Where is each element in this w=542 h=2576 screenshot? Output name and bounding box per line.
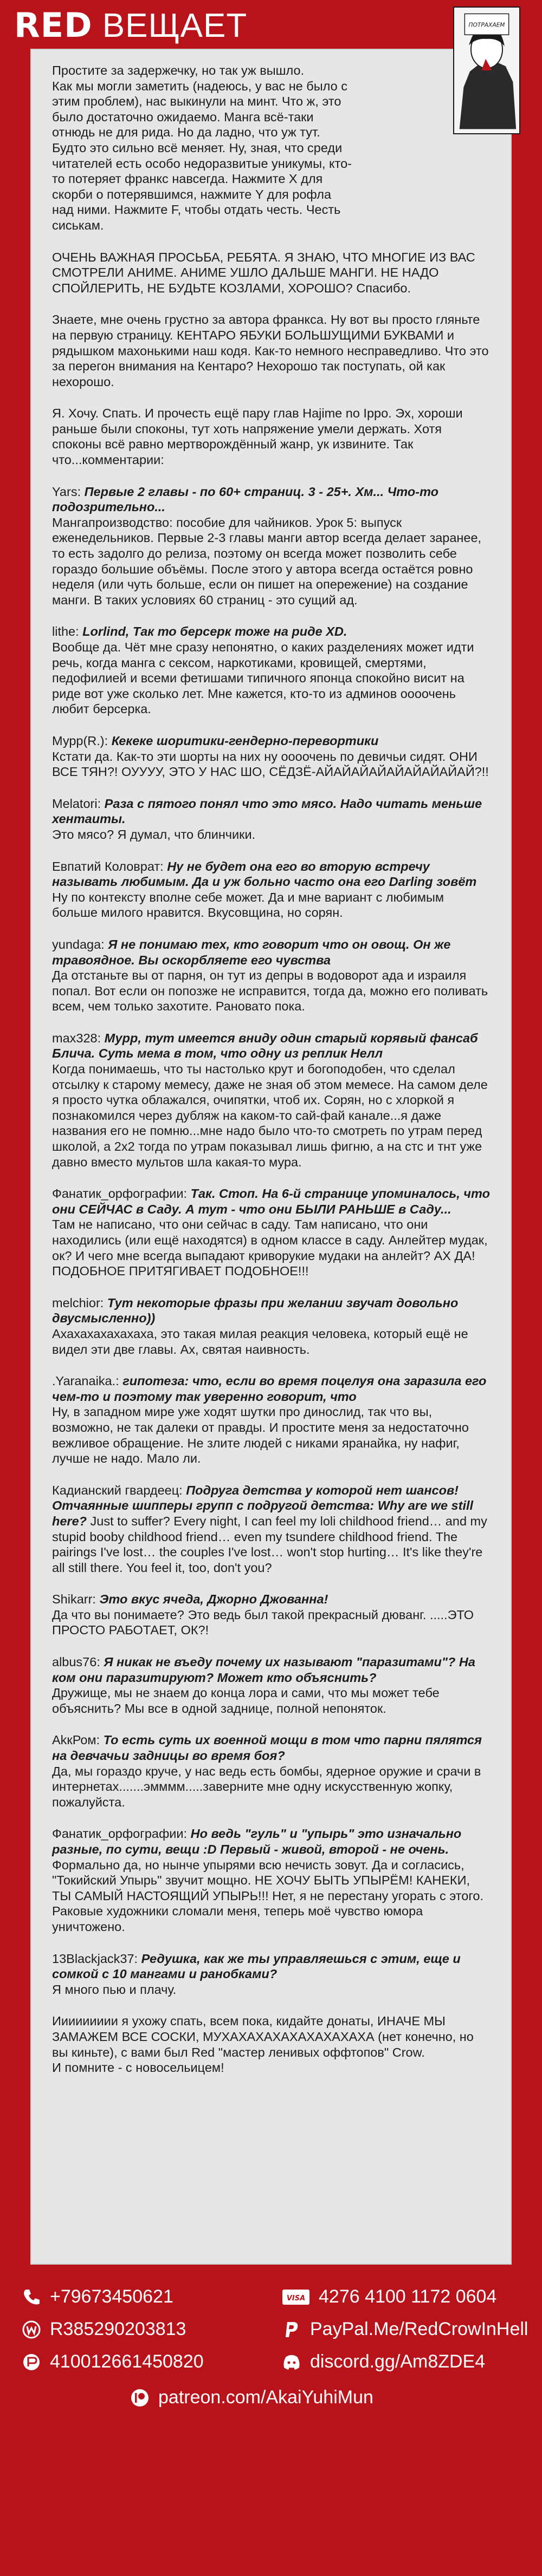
- comment-author: albus76:: [52, 1655, 104, 1669]
- comment-block: [52, 1373, 490, 1466]
- webmoney-icon: [22, 2320, 41, 2339]
- discord-contact[interactable]: [282, 2351, 485, 2372]
- comment-author: Yars:: [52, 484, 85, 499]
- comment-reply: Ахахахахахахаха, это такая милая реакция человека, который ещё не видел эти две главы. Ах, святая наивность.: [52, 1326, 468, 1357]
- comment-author: Shikarr:: [52, 1592, 100, 1607]
- comment-author: Мурр(R.):: [52, 733, 112, 748]
- comment-quote: То есть суть их военной мощи в том что парни пялятся на девчачьи задницы во время боя?: [52, 1733, 482, 1763]
- phone-contact[interactable]: [22, 2286, 173, 2307]
- comment-author: Евпатий Коловрат:: [52, 859, 167, 873]
- outro-paragraph: Иииииииии я ухожу спать, всем пока, кидайте донаты, ИНАЧЕ МЫ ЗАМАЖЕМ ВСЕ СОСКИ, МУХАХАХАХАХАХАХАХАХА (нет конечно, но вы киньте), с вами был Red "мастер ленивых оффтопов" Crow. И помните - с новосельицем!: [52, 2014, 474, 2075]
- comments-list: [52, 484, 490, 1998]
- comment-reply: Там не написано, что они сейчас в саду. Там написано, что они находились (или ещё находятся) в одном классе в саду. Анлейтер мудак, ок? И чего мне всегда выпадают криворукие мудаки на анлейт? АХ ДА! ПОДОБНОЕ ПРИТЯГИВАЕТ ПОДОБНОЕ!!!: [52, 1217, 488, 1279]
- comment-block: [52, 733, 490, 780]
- comment-reply: Кстати да. Как-то эти шорты на них ну оооочень по девичьи сидят. ОНИ ВСЕ ТЯН?! ОУУУУ, ЭТО У НАС ШО, СЁДЗЁ-АЙАЙАЙАЙАЙАЙАЙАЙАЙ?!!: [52, 749, 489, 779]
- comment-reply: Формально да, но нынче упырями всю нечисть зовут. Да и согласись, "Токийский Упырь" звучит мощно. НЕ ХОЧУ БЫТЬ УПЫРЁМ! КАНЕКИ, ТЫ САМЫЙ НАСТОЯЩИЙ УПЫРЬ!!! Нет, я не перестану угорать с этого. Раковые художники сломали меня, теперь моё чувство юмора уничтожено.: [52, 1857, 483, 1934]
- comment-quote: Я никак не въеду почему их называют "паразитами"? На ком они паразитируют? Может кто объяснить?: [52, 1655, 475, 1685]
- discord-icon: [282, 2352, 301, 2372]
- wallet-z-number: 410012661450820: [50, 2351, 204, 2372]
- comment-block: [52, 1826, 490, 1934]
- footer: [0, 2267, 542, 2576]
- comment-reply: Когда понимаешь, что ты настолько крут и богоподобен, что сделал отсылку к старому мемесу, даже не зная об этом мемесе. На самом деле я просто чутка облажался, очипятки, чтоб их. Сорян, но с хлоркой я познакомился через дубляж на каком-то сай-фай канале...я даже названия его не помню...мне надо было что-то смотреть по утрам перед школой, а 2х2 тогда по утрам показывал лишь фигню, а на стс и тнт уже давно вместо мультов шла какая-то мура.: [52, 1062, 488, 1169]
- phone-icon: [22, 2287, 41, 2307]
- comment-block: [52, 624, 490, 717]
- comment-block: [52, 1592, 490, 1638]
- comment-quote: Мурр, тут имеется вниду один старый корявый фансаб Блича. Суть мема в том, что одну из реплик Нелл: [52, 1031, 478, 1061]
- comment-author: .Yaranaika.:: [52, 1374, 123, 1388]
- comment-author: melchior:: [52, 1295, 107, 1310]
- comment-quote: Кекеке шоритики-гендерно-перевортики: [111, 733, 379, 748]
- comment-block: [52, 1031, 490, 1170]
- comment-block: [52, 484, 490, 608]
- card-contact[interactable]: [282, 2286, 496, 2307]
- comment-quote: Первые 2 главы - по 60+ страниц. 3 - 25+. Хм... Что-то подозрительно...: [52, 484, 439, 514]
- patreon-contact[interactable]: [130, 2387, 373, 2408]
- text-panel: [30, 49, 512, 2265]
- comment-reply: Да отстаньте вы от парня, он тут из депры в водоворот ада и израиля попал. Вот если он попозже не исправится, тогда да, можно его поливать всем, чем только захотите. Рановато пока.: [52, 968, 488, 1014]
- comment-author: Фанатик_орфографии:: [52, 1186, 191, 1201]
- comment-block: [52, 1483, 490, 1576]
- wallet-r-number: R385290203813: [50, 2319, 186, 2339]
- visa-card-icon: [282, 2287, 310, 2307]
- comment-quote: Так. Стоп. На 6-й странице упоминалось, что они СЕЙЧАС в Саду. А тут - что они БЫЛИ РАНЬШЕ в Саду...: [52, 1186, 490, 1216]
- comment-author: Melatori:: [52, 796, 105, 811]
- comment-reply: Вообще да. Чёт мне сразу непонятно, о каких разделениях может идти речь, когда манга с сексом, наркотиками, кровищей, смертями, педофилией и всеми фетишами типичного японца спокойно висит на риде вот уже сколько лет. Мне кажется, кто-то из админов оооочень любит берсерка.: [52, 640, 474, 716]
- comment-quote: Lorlind, Так то берсерк тоже на риде XD.: [82, 624, 347, 639]
- intro-paragraph-1: Простите за задержечку, но так уж вышло. Как мы могли заметить (надеюсь, у вас не было с этим проблем), нас выкинули на минт. Что ж, это было достаточно ожидаемо. Манга всё-таки отнюдь не для рида. Но да ладно, что уж тут. Будто это сильно всё меняет. Ну, зная, что среди читателей есть особо недоразвитые уникумы, кто-то потеряет франкс навсегда. Нажмите X для скорби о потерявшимся, нажмите Y для рофла над ними. Нажмите F, чтобы отдать честь. Честь сиськам.: [52, 63, 352, 232]
- text-content: [52, 63, 490, 2076]
- wallet-z-contact[interactable]: [22, 2351, 204, 2372]
- patreon-icon: [130, 2388, 150, 2408]
- comment-block: [52, 1295, 490, 1357]
- title-rest: ВЕЩАЕТ: [92, 7, 248, 44]
- comment-quote: Раза с пятого понял что это мясо. Надо читать меньше хентаиты.: [52, 796, 482, 826]
- manga-thumbnail: [453, 6, 520, 134]
- comment-block: [52, 1654, 490, 1716]
- comment-quote: Это вкус ячеда, Джорно Джованна!: [99, 1592, 328, 1607]
- phone-number: +79673450621: [50, 2286, 173, 2307]
- comment-block: [52, 1951, 490, 1998]
- svg-text:VISA: VISA: [286, 2294, 306, 2303]
- paypal-icon: [282, 2320, 301, 2339]
- comment-reply: Да, мы гораздо круче, у нас ведь есть бомбы, ядерное оружие и срачи в интернетах.......эмммм.....заверните мне одну искусственную жопку, пожалуйста.: [52, 1764, 481, 1809]
- intro-paragraph-3: Знаете, мне очень грустно за автора франкса. Ну вот вы просто гляньте на первую страницу. КЕНТАРО ЯБУКИ БОЛЬШУЩИМИ БУКВАМИ и рядышком махонькими наш кодя. Как-то немного несправедливо. Что это за перегон внимания на Кентаро? Нехорошо так поступать, ой как нехорошо.: [52, 312, 489, 389]
- paypal-contact[interactable]: [282, 2319, 528, 2340]
- comment-author: max328:: [52, 1031, 105, 1045]
- comment-quote: Ну не будет она его во вторую встречу называть любимым. Да и уж больно часто она его Darling зовёт: [52, 859, 477, 889]
- comment-block: [52, 1732, 490, 1810]
- paypal-link: PayPal.Me/RedCrowInHell: [310, 2319, 528, 2339]
- discord-link: discord.gg/Am8ZDE4: [310, 2351, 486, 2372]
- comment-quote: гипотеза: что, если во время поцелуя она заразила его чем-то и поэтому так уверенно говорит, что: [52, 1374, 487, 1404]
- comment-reply: Дружище, мы не знаем до конца лора и сами, что мы может тебе объяснить? Мы все в одной заднице, полной непоняток.: [52, 1686, 440, 1716]
- comment-reply: Да что вы понимаете? Это ведь был такой прекрасный дюванг. .....ЭТО ПРОСТО РАБОТАЕТ, ОК?!: [52, 1607, 474, 1638]
- comment-reply: Just to suffer? Every night, I can feel my loli childhood friend… and my stupid booby childhood friend… even my tsundere childhood friend. The pairings I've lost… the couples I've lost… won't stop hurting… It's like they're all still there. You feel it, too, don't you?: [52, 1514, 487, 1575]
- comment-quote: Но ведь "гуль" и "упырь" это изначально разные, по сути, вещи :D Первый - живой, второй - не очень.: [52, 1827, 462, 1856]
- intro-paragraph-2: ОЧЕНЬ ВАЖНАЯ ПРОСЬБА, РЕБЯТА. Я ЗНАЮ, ЧТО МНОГИЕ ИЗ ВАС СМОТРЕЛИ АНИМЕ. АНИМЕ УШЛО ДАЛЬШЕ МАНГИ. НЕ НАДО СПОЙЛЕРИТЬ, НЕ БУДЬТЕ КОЗЛАМИ, ХОРОШО? Спасибо.: [52, 250, 475, 295]
- comment-author: lithe:: [52, 624, 83, 639]
- wallet-r-contact[interactable]: [22, 2319, 186, 2340]
- title-bold: RED: [14, 5, 93, 45]
- comment-block: [52, 859, 490, 921]
- comment-block: [52, 1186, 490, 1279]
- comment-reply: Ну, в западном мире уже ходят шутки про динослид, так что вы, возможно, не так далеки от правды. И простите меня за недостаточно вежливое обращение. Не злите людей с никами яранайка, ну нафиг, лучше не надо. Мало ли.: [52, 1405, 469, 1466]
- comment-quote: Подруга детства у которой нет шансов! Отчаянные шипперы групп с подругой детства: Why are we still here?: [52, 1483, 474, 1528]
- comment-author: 13Blackjack37:: [52, 1951, 141, 1966]
- comment-reply: Мангапроизводство: пособие для чайников. Урок 5: выпуск еженедельников. Первые 2-3 главы манги автор всегда делает заранее, то есть задолго до релиза, поэтому он всегда может позволить себе гораздо большие объёмы. После этого у автора всегда остаётся ровно неделя (или чуть больше, если он пишет на опережение) на создание манги. В таких условиях 60 страниц - это сущий ад.: [52, 515, 482, 607]
- comment-reply: Ну по контексту вполне себе может. Да и мне вариант с любимым больше милого нравится. Вкусовщина, но сорян.: [52, 890, 444, 920]
- comment-quote: Я не понимаю тех, кто говорит что он овощ. Он же травоядное. Вы оскорбляете его чувства: [52, 937, 451, 967]
- comment-block: [52, 796, 490, 843]
- card-number: 4276 4100 1172 0604: [319, 2286, 497, 2307]
- comment-quote: Редушка, как же ты управляешься с этим, еще и сомкой с 10 мангами и ранобками?: [52, 1951, 461, 1981]
- comment-reply: Это мясо? Я думал, что блинчики.: [52, 827, 256, 842]
- comment-author: AkкРом:: [52, 1733, 104, 1747]
- comment-block: [52, 937, 490, 1014]
- comment-author: Фанатик_орфографии:: [52, 1827, 191, 1841]
- comment-reply: Я много пью и плачу.: [52, 1982, 177, 1997]
- comment-author: Кадианский гвардеец:: [52, 1483, 186, 1497]
- intro-paragraph-4: Я. Хочу. Спать. И прочесть ещё пару глав Hajime no Ippo. Эх, хороши раньше были споконы, тут хоть напряжение умели держать. Хотя споконы всё равно мертворождённый жанр, ук извините. Так что...комментарии:: [52, 406, 463, 467]
- comment-author: yundaga:: [52, 937, 108, 951]
- patreon-link: patreon.com/AkaiYuhiMun: [158, 2387, 373, 2408]
- yandex-money-icon: [22, 2352, 41, 2372]
- page-title: [14, 6, 247, 45]
- thumb-caption: ПОТРАХАЕМ: [468, 21, 505, 29]
- comment-quote: Тут некоторые фразы при желании звучат довольно двусмысленно)): [52, 1295, 459, 1326]
